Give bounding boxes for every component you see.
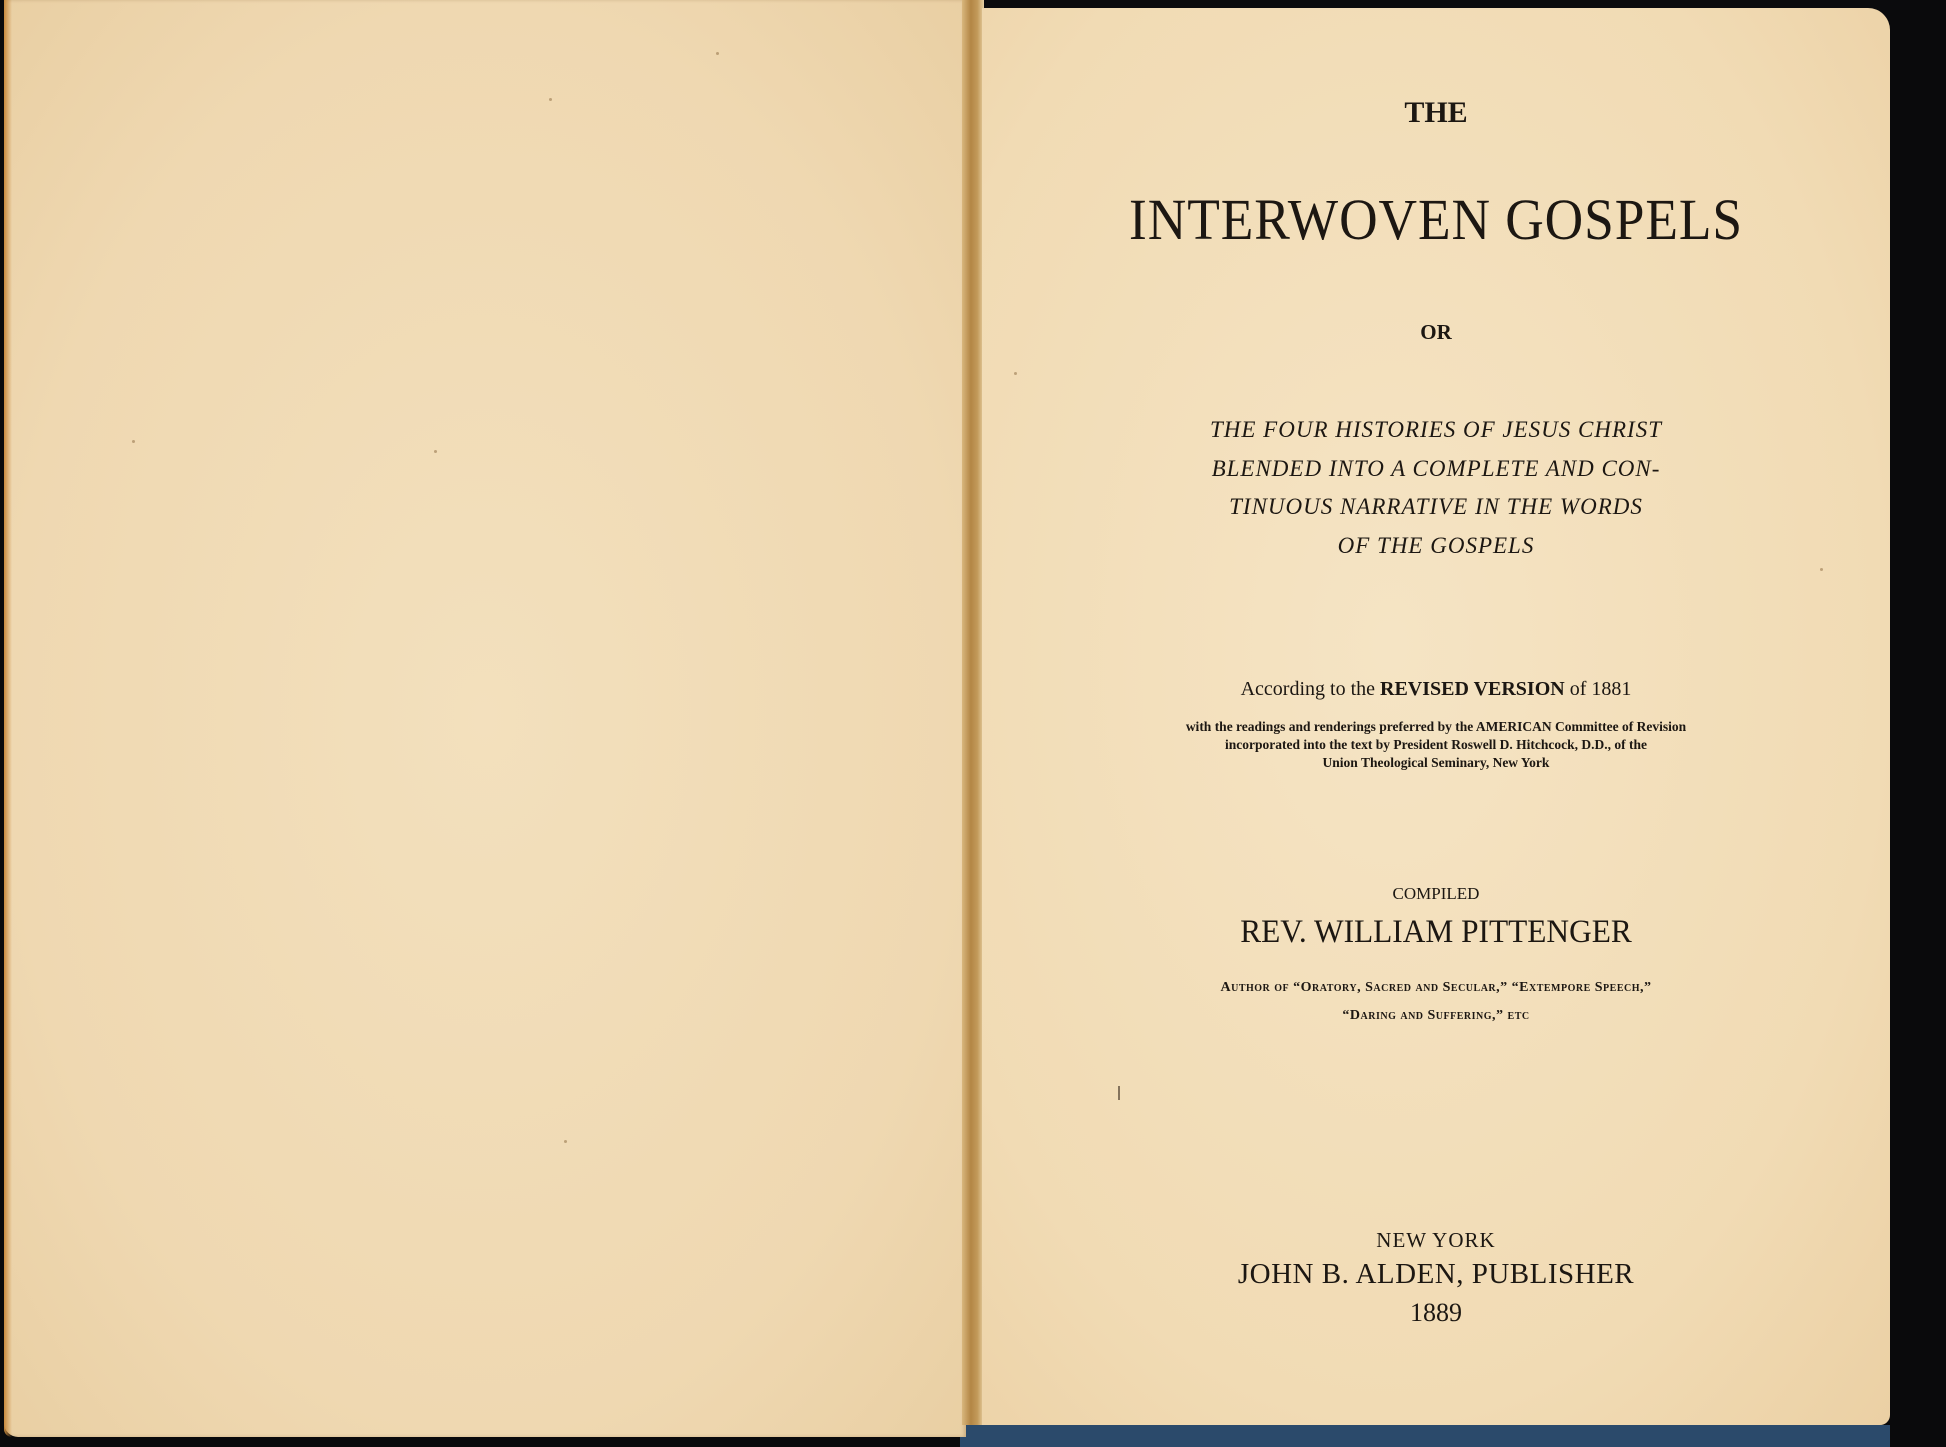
author-name: REV. WILLIAM PITTENGER	[1240, 914, 1632, 950]
subtitle-line: THE FOUR HISTORIES OF JESUS CHRIST	[1209, 417, 1662, 442]
book-title: INTERWOVEN GOSPELS	[1129, 187, 1743, 252]
author-works-line: “Daring and Suffering,” etc	[1342, 1008, 1530, 1023]
publication-place: NEW YORK	[1376, 1228, 1496, 1252]
paper-speck	[716, 52, 719, 55]
title-conjunction: OR	[1420, 320, 1452, 344]
revision-note	[982, 718, 1890, 772]
version-line	[982, 678, 1890, 701]
paper-speck	[1014, 372, 1017, 375]
subtitle-line: BLENDED INTO A COMPLETE AND CON-	[1211, 455, 1661, 481]
print-mark	[1118, 1086, 1120, 1100]
paper-speck	[132, 440, 135, 443]
title-page	[982, 8, 1890, 1425]
publication-year: 1889	[1410, 1298, 1462, 1327]
subtitle-line: OF THE GOSPELS	[1337, 532, 1535, 558]
left-blank-page	[4, 0, 966, 1437]
title-article: THE	[1404, 96, 1468, 129]
subtitle	[982, 411, 1890, 565]
author-works-line: Author of “Oratory, Sacred and Secular,” “Extempore Speech,”	[1220, 980, 1652, 995]
paper-speck	[1820, 568, 1823, 571]
revision-note-line: with the readings and renderings preferred by the AMERICAN Committee of Revision	[1185, 719, 1687, 734]
version-suffix: of 1881	[1569, 678, 1632, 700]
subtitle-line: TINUOUS NARRATIVE IN THE WORDS	[1229, 494, 1643, 519]
version-name: REVISED VERSION	[1380, 678, 1565, 700]
book-gutter	[962, 0, 984, 1425]
revision-note-line: incorporated into the text by President Roswell D. Hitchcock, D.D., of the	[1225, 737, 1647, 752]
compiled-label: COMPILED	[1392, 884, 1480, 903]
paper-speck	[434, 450, 437, 453]
version-prefix: According to the	[1240, 678, 1376, 700]
scan-background-strip	[960, 1425, 1890, 1447]
revision-note-line: Union Theological Seminary, New York	[1322, 755, 1550, 770]
author-works	[982, 974, 1890, 1030]
paper-speck	[564, 1140, 567, 1143]
paper-speck	[549, 98, 552, 101]
publisher: JOHN B. ALDEN, PUBLISHER	[1237, 1258, 1635, 1290]
